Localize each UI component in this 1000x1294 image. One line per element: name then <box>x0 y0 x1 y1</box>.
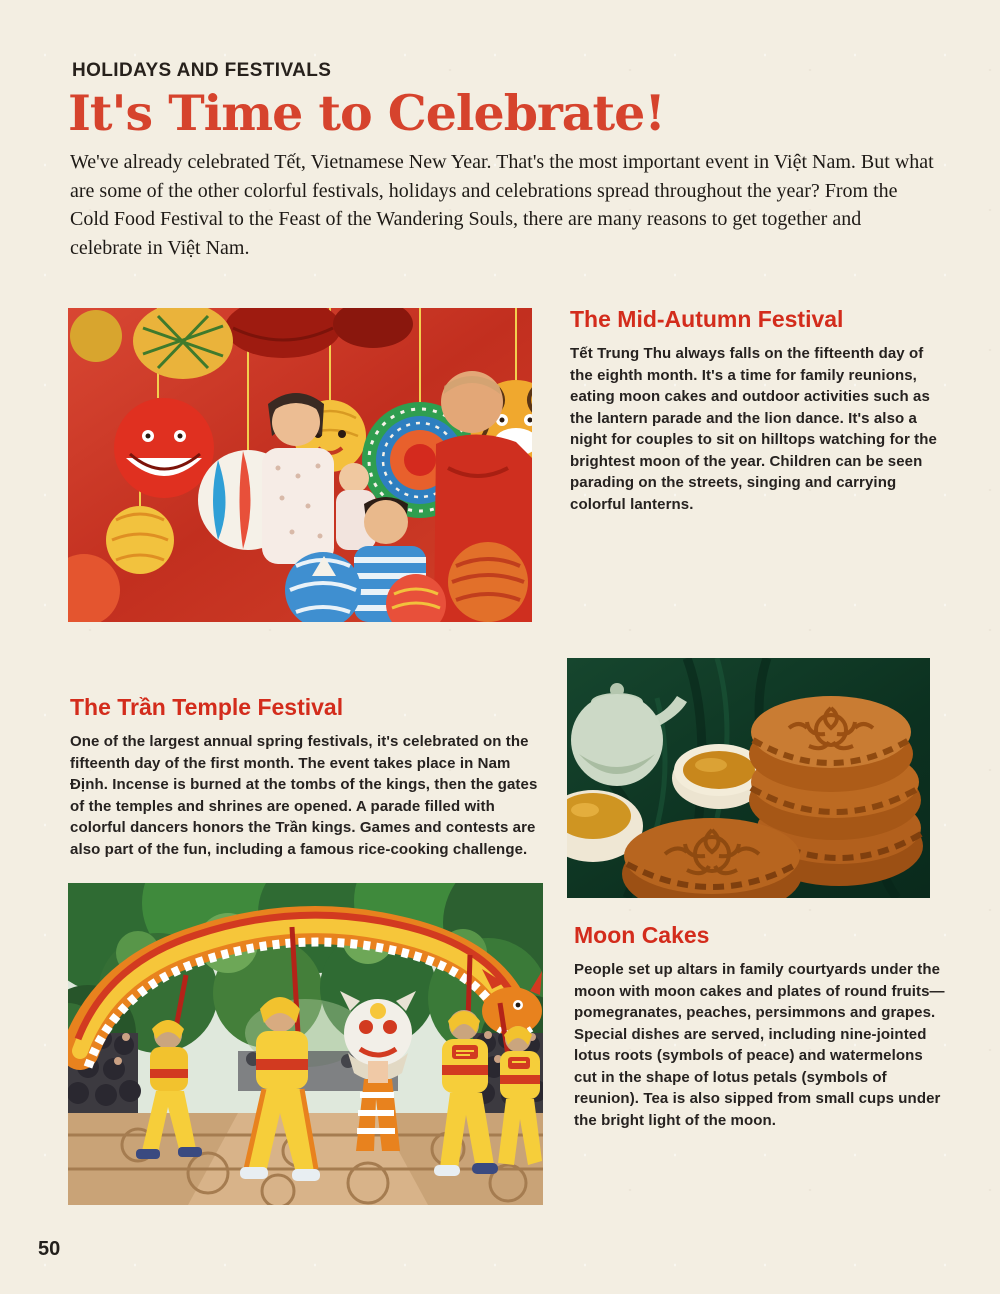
mid-autumn-heading: The Mid-Autumn Festival <box>570 306 844 332</box>
moon-cakes-body: People set up altars in family courtyards under the moon with moon cakes and plates of round fruits—pomegranates, peaches, persimmons and grapes. Special dishes are served, including nine-jointed lotus roots (symbols of peace) and watermelons cut in the shape of lotus petals (symbols of reunion). Tea is also sipped from small cups under the bright light of the moon. <box>574 961 945 1129</box>
section-moon-cakes <box>574 922 946 1131</box>
section-mid-autumn <box>570 306 938 515</box>
lantern-market-photo <box>68 308 532 622</box>
page-title: It's Time to Celebrate! <box>68 84 665 142</box>
moon-cakes-photo <box>567 658 930 898</box>
dragon-dance-photo <box>68 883 543 1205</box>
moon-cakes-illustration <box>567 658 930 898</box>
tran-temple-body: One of the largest annual spring festivals, it's celebrated on the fifteenth day of the first month. The event takes place in Nam Định. Incense is burned at the tombs of the kings, then the gates of the temples and shrines are opened. A parade filled with colorful dancers honors the Trần kings. Games and contests are also part of the fun, including a famous rice-cooking challenge. <box>70 733 538 858</box>
page-number: 50 <box>38 1238 61 1260</box>
moon-cakes-heading: Moon Cakes <box>574 922 710 948</box>
lantern-market-illustration <box>68 308 532 622</box>
section-tran-temple <box>70 694 544 860</box>
section-kicker: HOLIDAYS AND FESTIVALS <box>72 60 332 81</box>
mid-autumn-body: Tết Trung Thu always falls on the fifteenth day of the eighth month. It's a time for family reunions, eating moon cakes and outdoor activities such as the lantern parade and the lion dance. It's also a night for couples to sit on hilltops watching for the brightest moon of the year. Children can be seen parading on the streets, singing and carrying colorful lanterns. <box>570 345 937 513</box>
intro-paragraph: We've already celebrated Tết, Vietnamese New Year. That's the most important event in Việt Nam. But what are some of the other colorful festivals, holidays and celebrations spread throughout the year? From the Cold Food Festival to the Feast of the Wandering Souls, there are many reasons to get together and celebrate in Việt Nam. <box>70 151 934 259</box>
tran-temple-heading: The Trần Temple Festival <box>70 694 344 720</box>
dragon-dance-illustration <box>68 883 543 1205</box>
